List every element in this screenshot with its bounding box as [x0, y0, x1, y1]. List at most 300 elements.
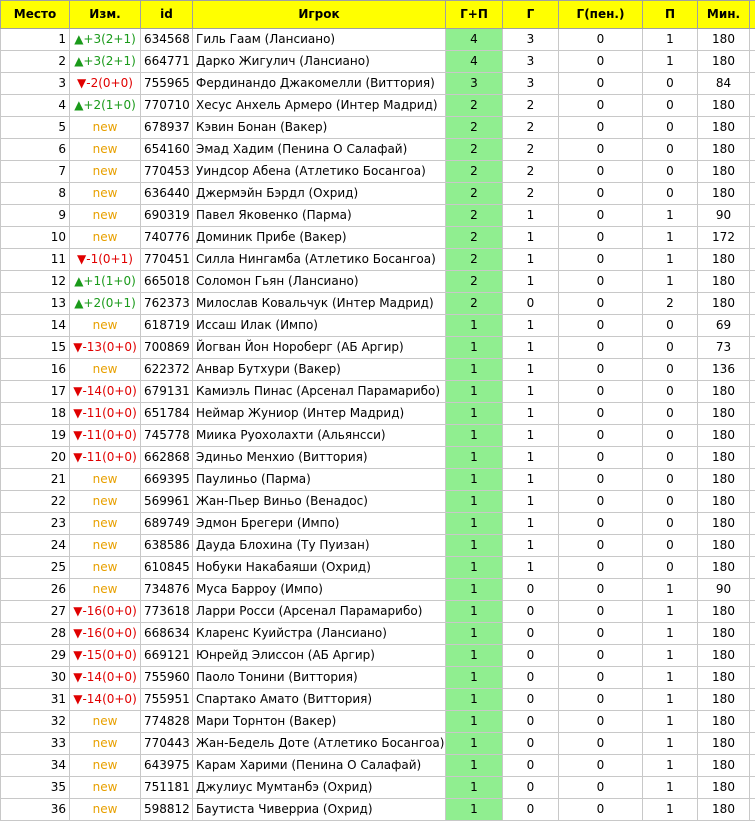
header-player[interactable]: Игрок — [193, 1, 446, 29]
cell-player[interactable]: Иссаш Илак (Импо) — [193, 315, 446, 337]
cell-goals[interactable]: 1 — [503, 535, 559, 557]
cell-change[interactable]: ▼-14(0+0) — [70, 381, 141, 403]
cell-goals[interactable]: 0 — [503, 733, 559, 755]
cell-id[interactable]: 634568 — [141, 29, 193, 51]
cell-minutes[interactable]: 69 — [698, 315, 750, 337]
cell-change[interactable]: new — [70, 315, 141, 337]
cell-change[interactable]: ▼-2(0+0) — [70, 73, 141, 95]
cell-change[interactable]: new — [70, 579, 141, 601]
cell-minutes[interactable]: 180 — [698, 535, 750, 557]
cell-penalty-goals[interactable]: 0 — [559, 491, 643, 513]
cell-goals-plus-assists[interactable]: 1 — [446, 491, 503, 513]
cell-place[interactable]: 22 — [1, 491, 70, 513]
cell-goals[interactable]: 0 — [503, 711, 559, 733]
cell-minutes[interactable]: 180 — [698, 117, 750, 139]
cell-goals-plus-assists[interactable]: 2 — [446, 139, 503, 161]
cell-goals[interactable]: 1 — [503, 381, 559, 403]
cell-goals-plus-assists[interactable]: 1 — [446, 711, 503, 733]
cell-id[interactable]: 643975 — [141, 755, 193, 777]
cell-minutes[interactable]: 180 — [698, 667, 750, 689]
cell-place[interactable]: 35 — [1, 777, 70, 799]
cell-player[interactable]: Дауда Блохина (Ту Пуизан) — [193, 535, 446, 557]
cell-penalty-goals[interactable]: 0 — [559, 777, 643, 799]
cell-assists[interactable]: 1 — [643, 711, 698, 733]
cell-goals-plus-assists[interactable]: 1 — [446, 601, 503, 623]
cell-id[interactable]: 665018 — [141, 271, 193, 293]
cell-penalty-goals[interactable]: 0 — [559, 733, 643, 755]
cell-assists[interactable]: 0 — [643, 469, 698, 491]
cell-goals[interactable]: 1 — [503, 425, 559, 447]
header-id[interactable]: id — [141, 1, 193, 29]
cell-id[interactable]: 638586 — [141, 535, 193, 557]
cell-player[interactable]: Соломон Гьян (Лансиано) — [193, 271, 446, 293]
cell-assists[interactable]: 0 — [643, 425, 698, 447]
cell-penalty-goals[interactable]: 0 — [559, 689, 643, 711]
cell-assists[interactable]: 0 — [643, 95, 698, 117]
cell-assists[interactable]: 0 — [643, 139, 698, 161]
cell-penalty-goals[interactable]: 0 — [559, 755, 643, 777]
cell-minutes[interactable]: 90 — [698, 579, 750, 601]
cell-minutes[interactable]: 180 — [698, 777, 750, 799]
cell-assists[interactable]: 1 — [643, 579, 698, 601]
cell-goals[interactable]: 0 — [503, 293, 559, 315]
header-change[interactable]: Изм. — [70, 1, 141, 29]
cell-goals[interactable]: 1 — [503, 557, 559, 579]
cell-goals[interactable]: 1 — [503, 491, 559, 513]
cell-id[interactable]: 755965 — [141, 73, 193, 95]
cell-penalty-goals[interactable]: 0 — [559, 161, 643, 183]
cell-id[interactable]: 700869 — [141, 337, 193, 359]
cell-penalty-goals[interactable]: 0 — [559, 249, 643, 271]
cell-goals-plus-assists[interactable]: 1 — [446, 381, 503, 403]
cell-minutes[interactable]: 180 — [698, 513, 750, 535]
cell-penalty-goals[interactable]: 0 — [559, 447, 643, 469]
cell-minutes[interactable]: 180 — [698, 249, 750, 271]
cell-goals-plus-assists[interactable]: 2 — [446, 205, 503, 227]
cell-id[interactable]: 669121 — [141, 645, 193, 667]
cell-goals[interactable]: 0 — [503, 799, 559, 821]
header-penalty-goals[interactable]: Г(пен.) — [559, 1, 643, 29]
cell-goals-plus-assists[interactable]: 1 — [446, 469, 503, 491]
cell-place[interactable]: 4 — [1, 95, 70, 117]
cell-place[interactable]: 10 — [1, 227, 70, 249]
cell-player[interactable]: Неймар Жуниор (Интер Мадрид) — [193, 403, 446, 425]
cell-assists[interactable]: 1 — [643, 601, 698, 623]
cell-penalty-goals[interactable]: 0 — [559, 623, 643, 645]
cell-change[interactable]: ▲+1(1+0) — [70, 271, 141, 293]
cell-goals-plus-assists[interactable]: 2 — [446, 293, 503, 315]
cell-goals[interactable]: 1 — [503, 337, 559, 359]
cell-goals[interactable]: 2 — [503, 161, 559, 183]
cell-goals-plus-assists[interactable]: 1 — [446, 359, 503, 381]
cell-id[interactable]: 668634 — [141, 623, 193, 645]
cell-place[interactable]: 26 — [1, 579, 70, 601]
cell-minutes[interactable]: 136 — [698, 359, 750, 381]
cell-id[interactable]: 770443 — [141, 733, 193, 755]
cell-penalty-goals[interactable]: 0 — [559, 271, 643, 293]
cell-penalty-goals[interactable]: 0 — [559, 579, 643, 601]
cell-goals[interactable]: 1 — [503, 403, 559, 425]
cell-place[interactable]: 3 — [1, 73, 70, 95]
cell-penalty-goals[interactable]: 0 — [559, 51, 643, 73]
cell-change[interactable]: new — [70, 557, 141, 579]
cell-change[interactable]: ▼-15(0+0) — [70, 645, 141, 667]
cell-penalty-goals[interactable]: 0 — [559, 425, 643, 447]
cell-penalty-goals[interactable]: 0 — [559, 645, 643, 667]
cell-minutes[interactable]: 180 — [698, 645, 750, 667]
cell-id[interactable]: 774828 — [141, 711, 193, 733]
cell-player[interactable]: Силла Нингамба (Атлетико Босангоа) — [193, 249, 446, 271]
cell-change[interactable]: ▼-14(0+0) — [70, 667, 141, 689]
cell-change[interactable]: new — [70, 711, 141, 733]
cell-minutes[interactable]: 180 — [698, 447, 750, 469]
cell-minutes[interactable]: 180 — [698, 293, 750, 315]
cell-place[interactable]: 9 — [1, 205, 70, 227]
cell-player[interactable]: Миика Руохолахти (Альянсси) — [193, 425, 446, 447]
cell-id[interactable]: 690319 — [141, 205, 193, 227]
cell-goals-plus-assists[interactable]: 1 — [446, 315, 503, 337]
cell-assists[interactable]: 1 — [643, 755, 698, 777]
cell-minutes[interactable]: 172 — [698, 227, 750, 249]
cell-penalty-goals[interactable]: 0 — [559, 227, 643, 249]
cell-assists[interactable]: 0 — [643, 557, 698, 579]
cell-penalty-goals[interactable]: 0 — [559, 381, 643, 403]
cell-place[interactable]: 7 — [1, 161, 70, 183]
cell-goals-plus-assists[interactable]: 4 — [446, 51, 503, 73]
cell-penalty-goals[interactable]: 0 — [559, 139, 643, 161]
cell-penalty-goals[interactable]: 0 — [559, 95, 643, 117]
cell-minutes[interactable]: 180 — [698, 711, 750, 733]
cell-player[interactable]: Паоло Тонини (Виттория) — [193, 667, 446, 689]
cell-goals[interactable]: 0 — [503, 623, 559, 645]
cell-player[interactable]: Жан-Пьер Виньо (Венадос) — [193, 491, 446, 513]
cell-goals-plus-assists[interactable]: 1 — [446, 447, 503, 469]
cell-change[interactable]: new — [70, 733, 141, 755]
cell-player[interactable]: Гиль Гаам (Лансиано) — [193, 29, 446, 51]
cell-assists[interactable]: 1 — [643, 227, 698, 249]
cell-player[interactable]: Фердинандо Джакомелли (Виттория) — [193, 73, 446, 95]
cell-change[interactable]: ▼-11(0+0) — [70, 447, 141, 469]
cell-id[interactable]: 618719 — [141, 315, 193, 337]
cell-minutes[interactable]: 180 — [698, 161, 750, 183]
cell-place[interactable]: 15 — [1, 337, 70, 359]
cell-change[interactable]: ▼-1(0+1) — [70, 249, 141, 271]
cell-id[interactable]: 679131 — [141, 381, 193, 403]
cell-place[interactable]: 17 — [1, 381, 70, 403]
cell-change[interactable]: new — [70, 491, 141, 513]
cell-penalty-goals[interactable]: 0 — [559, 29, 643, 51]
cell-penalty-goals[interactable]: 0 — [559, 799, 643, 821]
cell-change[interactable]: new — [70, 469, 141, 491]
cell-assists[interactable]: 0 — [643, 117, 698, 139]
cell-change[interactable]: ▼-16(0+0) — [70, 623, 141, 645]
cell-minutes[interactable]: 90 — [698, 205, 750, 227]
cell-player[interactable]: Джулиус Мумтанбэ (Охрид) — [193, 777, 446, 799]
cell-minutes[interactable]: 180 — [698, 95, 750, 117]
cell-place[interactable]: 12 — [1, 271, 70, 293]
cell-change[interactable]: ▼-11(0+0) — [70, 403, 141, 425]
cell-minutes[interactable]: 180 — [698, 271, 750, 293]
cell-assists[interactable]: 0 — [643, 315, 698, 337]
cell-assists[interactable]: 1 — [643, 667, 698, 689]
cell-id[interactable]: 734876 — [141, 579, 193, 601]
cell-change[interactable]: ▲+2(0+1) — [70, 293, 141, 315]
cell-assists[interactable]: 1 — [643, 29, 698, 51]
cell-assists[interactable]: 0 — [643, 73, 698, 95]
cell-minutes[interactable]: 180 — [698, 425, 750, 447]
cell-change[interactable]: new — [70, 513, 141, 535]
cell-minutes[interactable]: 84 — [698, 73, 750, 95]
cell-change[interactable]: new — [70, 359, 141, 381]
cell-place[interactable]: 16 — [1, 359, 70, 381]
cell-player[interactable]: Спартако Амато (Виттория) — [193, 689, 446, 711]
cell-player[interactable]: Ларри Росси (Арсенал Парамарибо) — [193, 601, 446, 623]
cell-id[interactable]: 662868 — [141, 447, 193, 469]
cell-assists[interactable]: 1 — [643, 799, 698, 821]
cell-id[interactable]: 651784 — [141, 403, 193, 425]
cell-goals-plus-assists[interactable]: 1 — [446, 403, 503, 425]
cell-goals[interactable]: 2 — [503, 183, 559, 205]
cell-player[interactable]: Дарко Жигулич (Лансиано) — [193, 51, 446, 73]
cell-id[interactable]: 770453 — [141, 161, 193, 183]
cell-goals[interactable]: 0 — [503, 777, 559, 799]
cell-minutes[interactable]: 180 — [698, 29, 750, 51]
cell-penalty-goals[interactable]: 0 — [559, 469, 643, 491]
cell-assists[interactable]: 0 — [643, 161, 698, 183]
cell-assists[interactable]: 1 — [643, 623, 698, 645]
cell-player[interactable]: Уиндсор Абена (Атлетико Босангоа) — [193, 161, 446, 183]
cell-penalty-goals[interactable]: 0 — [559, 535, 643, 557]
cell-player[interactable]: Джермэйн Бэрдл (Охрид) — [193, 183, 446, 205]
cell-goals-plus-assists[interactable]: 1 — [446, 337, 503, 359]
cell-id[interactable]: 770710 — [141, 95, 193, 117]
cell-place[interactable]: 1 — [1, 29, 70, 51]
cell-goals-plus-assists[interactable]: 1 — [446, 425, 503, 447]
cell-id[interactable]: 678937 — [141, 117, 193, 139]
cell-goals-plus-assists[interactable]: 1 — [446, 689, 503, 711]
cell-goals[interactable]: 1 — [503, 359, 559, 381]
cell-assists[interactable]: 1 — [643, 645, 698, 667]
cell-assists[interactable]: 0 — [643, 337, 698, 359]
cell-change[interactable]: new — [70, 117, 141, 139]
cell-place[interactable]: 13 — [1, 293, 70, 315]
header-goals[interactable]: Г — [503, 1, 559, 29]
cell-player[interactable]: Баутиста Чиверриа (Охрид) — [193, 799, 446, 821]
cell-id[interactable]: 569961 — [141, 491, 193, 513]
cell-minutes[interactable]: 180 — [698, 381, 750, 403]
header-goals-plus-assists[interactable]: Г+П — [446, 1, 503, 29]
cell-goals[interactable]: 0 — [503, 601, 559, 623]
cell-goals[interactable]: 1 — [503, 447, 559, 469]
cell-goals-plus-assists[interactable]: 1 — [446, 799, 503, 821]
cell-penalty-goals[interactable]: 0 — [559, 711, 643, 733]
cell-goals[interactable]: 3 — [503, 29, 559, 51]
cell-place[interactable]: 25 — [1, 557, 70, 579]
cell-place[interactable]: 33 — [1, 733, 70, 755]
cell-place[interactable]: 5 — [1, 117, 70, 139]
cell-id[interactable]: 669395 — [141, 469, 193, 491]
cell-change[interactable]: new — [70, 139, 141, 161]
cell-change[interactable]: new — [70, 535, 141, 557]
cell-change[interactable]: new — [70, 183, 141, 205]
cell-player[interactable]: Карам Харими (Пенина О Салафай) — [193, 755, 446, 777]
header-minutes[interactable]: Мин. — [698, 1, 750, 29]
cell-assists[interactable]: 0 — [643, 359, 698, 381]
cell-penalty-goals[interactable]: 0 — [559, 667, 643, 689]
cell-player[interactable]: Паулиньо (Парма) — [193, 469, 446, 491]
cell-goals-plus-assists[interactable]: 2 — [446, 161, 503, 183]
cell-change[interactable]: new — [70, 161, 141, 183]
cell-goals-plus-assists[interactable]: 1 — [446, 777, 503, 799]
cell-change[interactable]: new — [70, 205, 141, 227]
cell-assists[interactable]: 1 — [643, 733, 698, 755]
cell-id[interactable]: 770451 — [141, 249, 193, 271]
cell-goals[interactable]: 1 — [503, 513, 559, 535]
cell-penalty-goals[interactable]: 0 — [559, 205, 643, 227]
cell-goals-plus-assists[interactable]: 1 — [446, 755, 503, 777]
cell-change[interactable]: ▼-16(0+0) — [70, 601, 141, 623]
cell-place[interactable]: 24 — [1, 535, 70, 557]
cell-penalty-goals[interactable]: 0 — [559, 293, 643, 315]
cell-penalty-goals[interactable]: 0 — [559, 183, 643, 205]
cell-id[interactable]: 689749 — [141, 513, 193, 535]
cell-goals[interactable]: 1 — [503, 315, 559, 337]
cell-goals[interactable]: 1 — [503, 469, 559, 491]
cell-assists[interactable]: 1 — [643, 777, 698, 799]
cell-change[interactable]: ▼-13(0+0) — [70, 337, 141, 359]
cell-player[interactable]: Хесус Анхель Армеро (Интер Мадрид) — [193, 95, 446, 117]
cell-goals-plus-assists[interactable]: 2 — [446, 183, 503, 205]
cell-minutes[interactable]: 180 — [698, 755, 750, 777]
cell-penalty-goals[interactable]: 0 — [559, 73, 643, 95]
cell-id[interactable]: 755951 — [141, 689, 193, 711]
cell-player[interactable]: Юнрейд Элиссон (АБ Аргир) — [193, 645, 446, 667]
cell-goals[interactable]: 1 — [503, 271, 559, 293]
cell-goals[interactable]: 1 — [503, 227, 559, 249]
cell-goals-plus-assists[interactable]: 3 — [446, 73, 503, 95]
cell-change[interactable]: new — [70, 755, 141, 777]
cell-goals-plus-assists[interactable]: 1 — [446, 645, 503, 667]
cell-player[interactable]: Эдиньо Менхио (Виттория) — [193, 447, 446, 469]
cell-assists[interactable]: 0 — [643, 183, 698, 205]
cell-penalty-goals[interactable]: 0 — [559, 359, 643, 381]
cell-goals-plus-assists[interactable]: 1 — [446, 535, 503, 557]
cell-goals[interactable]: 0 — [503, 645, 559, 667]
cell-assists[interactable]: 1 — [643, 51, 698, 73]
cell-change[interactable]: new — [70, 777, 141, 799]
cell-assists[interactable]: 0 — [643, 491, 698, 513]
cell-place[interactable]: 32 — [1, 711, 70, 733]
cell-change[interactable]: ▼-11(0+0) — [70, 425, 141, 447]
cell-minutes[interactable]: 180 — [698, 491, 750, 513]
cell-minutes[interactable]: 73 — [698, 337, 750, 359]
cell-id[interactable]: 751181 — [141, 777, 193, 799]
cell-id[interactable]: 610845 — [141, 557, 193, 579]
cell-goals[interactable]: 0 — [503, 667, 559, 689]
cell-id[interactable]: 654160 — [141, 139, 193, 161]
cell-assists[interactable]: 1 — [643, 249, 698, 271]
cell-minutes[interactable]: 180 — [698, 469, 750, 491]
header-assists[interactable]: П — [643, 1, 698, 29]
cell-assists[interactable]: 0 — [643, 513, 698, 535]
cell-player[interactable]: Милослав Ковальчук (Интер Мадрид) — [193, 293, 446, 315]
cell-place[interactable]: 11 — [1, 249, 70, 271]
cell-id[interactable]: 740776 — [141, 227, 193, 249]
cell-id[interactable]: 664771 — [141, 51, 193, 73]
cell-player[interactable]: Нобуки Накабаяши (Охрид) — [193, 557, 446, 579]
cell-penalty-goals[interactable]: 0 — [559, 557, 643, 579]
cell-player[interactable]: Кэвин Бонан (Вакер) — [193, 117, 446, 139]
cell-assists[interactable]: 0 — [643, 535, 698, 557]
cell-player[interactable]: Муса Барроу (Импо) — [193, 579, 446, 601]
cell-minutes[interactable]: 180 — [698, 557, 750, 579]
cell-goals-plus-assists[interactable]: 2 — [446, 227, 503, 249]
cell-assists[interactable]: 1 — [643, 271, 698, 293]
cell-penalty-goals[interactable]: 0 — [559, 315, 643, 337]
cell-change[interactable]: ▲+2(1+0) — [70, 95, 141, 117]
cell-goals-plus-assists[interactable]: 1 — [446, 667, 503, 689]
cell-assists[interactable]: 0 — [643, 381, 698, 403]
cell-minutes[interactable]: 180 — [698, 403, 750, 425]
cell-place[interactable]: 20 — [1, 447, 70, 469]
cell-goals[interactable]: 3 — [503, 73, 559, 95]
cell-penalty-goals[interactable]: 0 — [559, 513, 643, 535]
cell-minutes[interactable]: 180 — [698, 689, 750, 711]
cell-goals-plus-assists[interactable]: 1 — [446, 733, 503, 755]
cell-player[interactable]: Йогван Йон Нороберг (АБ Аргир) — [193, 337, 446, 359]
cell-place[interactable]: 2 — [1, 51, 70, 73]
cell-id[interactable]: 762373 — [141, 293, 193, 315]
cell-place[interactable]: 23 — [1, 513, 70, 535]
cell-goals-plus-assists[interactable]: 1 — [446, 513, 503, 535]
header-place[interactable]: Место — [1, 1, 70, 29]
cell-change[interactable]: ▲+3(2+1) — [70, 51, 141, 73]
cell-assists[interactable]: 2 — [643, 293, 698, 315]
cell-goals-plus-assists[interactable]: 2 — [446, 117, 503, 139]
cell-place[interactable]: 21 — [1, 469, 70, 491]
cell-id[interactable]: 773618 — [141, 601, 193, 623]
cell-goals[interactable]: 0 — [503, 579, 559, 601]
cell-player[interactable]: Анвар Бутхури (Вакер) — [193, 359, 446, 381]
cell-id[interactable]: 636440 — [141, 183, 193, 205]
cell-change[interactable]: new — [70, 799, 141, 821]
cell-minutes[interactable]: 180 — [698, 623, 750, 645]
cell-id[interactable]: 622372 — [141, 359, 193, 381]
cell-goals-plus-assists[interactable]: 1 — [446, 557, 503, 579]
cell-id[interactable]: 745778 — [141, 425, 193, 447]
cell-place[interactable]: 29 — [1, 645, 70, 667]
cell-place[interactable]: 27 — [1, 601, 70, 623]
cell-id[interactable]: 755960 — [141, 667, 193, 689]
cell-goals[interactable]: 3 — [503, 51, 559, 73]
cell-goals-plus-assists[interactable]: 1 — [446, 579, 503, 601]
cell-goals-plus-assists[interactable]: 4 — [446, 29, 503, 51]
cell-change[interactable]: new — [70, 227, 141, 249]
cell-player[interactable]: Эдмон Брегери (Импо) — [193, 513, 446, 535]
cell-minutes[interactable]: 180 — [698, 733, 750, 755]
cell-place[interactable]: 36 — [1, 799, 70, 821]
cell-id[interactable]: 598812 — [141, 799, 193, 821]
cell-goals[interactable]: 1 — [503, 205, 559, 227]
cell-goals-plus-assists[interactable]: 2 — [446, 249, 503, 271]
cell-assists[interactable]: 0 — [643, 403, 698, 425]
cell-place[interactable]: 19 — [1, 425, 70, 447]
cell-minutes[interactable]: 180 — [698, 139, 750, 161]
cell-penalty-goals[interactable]: 0 — [559, 403, 643, 425]
cell-change[interactable]: ▼-14(0+0) — [70, 689, 141, 711]
cell-player[interactable]: Жан-Бедель Доте (Атлетико Босангоа) — [193, 733, 446, 755]
cell-penalty-goals[interactable]: 0 — [559, 601, 643, 623]
